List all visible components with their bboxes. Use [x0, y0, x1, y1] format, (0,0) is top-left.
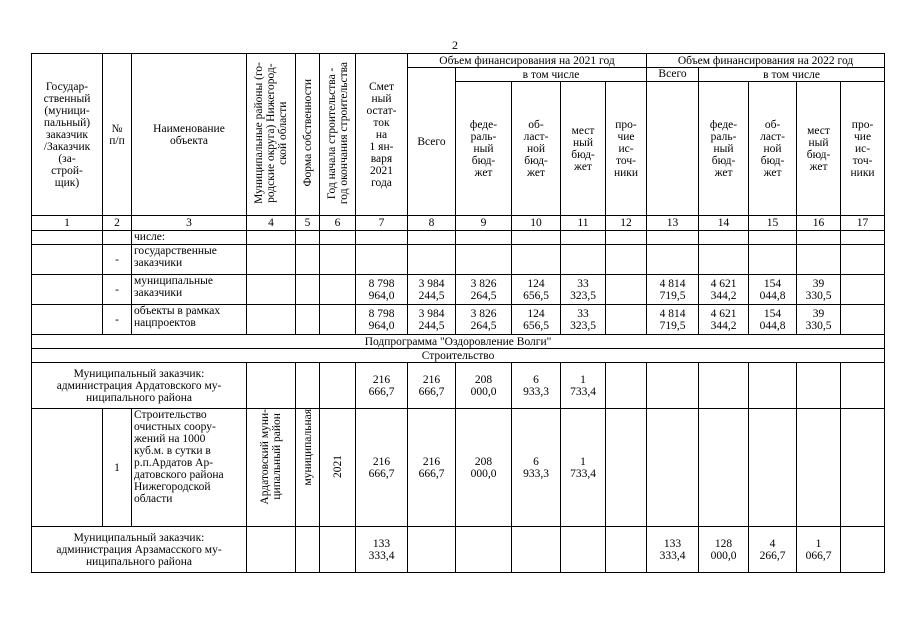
table-row-arzamas-customer — [32, 527, 885, 573]
header-regional-2021: об- ласт- ной бюд- жет — [512, 82, 561, 216]
row-municipal-c11: 33 323,5 — [561, 275, 606, 305]
header-name: Наименование объекта — [132, 54, 247, 216]
row-natproj-name: объекты в рамках нацпроектов — [132, 305, 247, 335]
arzamas-customer-c16: 1 066,7 — [797, 527, 841, 573]
ardatov-object-c10: 6 933,3 — [512, 409, 561, 527]
header-estimate: Смет ный остат- ток на 1 ян- варя 2021 года — [356, 54, 408, 216]
col-num-13: 13 — [647, 216, 699, 231]
ardatov-object-c7: 216 666,7 — [356, 409, 408, 527]
header-ownership-text: Форма собственности — [301, 79, 314, 187]
col-num-6: 6 — [320, 216, 356, 231]
header-local-2021: мест ный бюд- жет — [561, 82, 606, 216]
ardatov-object-years — [320, 409, 356, 527]
header-incl-2022: в том числе — [699, 68, 885, 82]
row-natproj-c13: 4 814 719,5 — [647, 305, 699, 335]
ardatov-customer-label: Муниципальный заказчик: администрация Ардатовского му- ниципального района — [32, 363, 247, 409]
row-natproj-c14: 4 621 344,2 — [699, 305, 749, 335]
row-municipal-num: - — [103, 275, 132, 305]
row-municipal-c10: 124 656,5 — [512, 275, 561, 305]
header-row-1 — [32, 54, 885, 68]
ardatov-customer-c9: 208 000,0 — [456, 363, 512, 409]
arzamas-customer-c7: 133 333,4 — [356, 527, 408, 573]
col-num-2: 2 — [103, 216, 132, 231]
row-state-num: - — [103, 245, 132, 275]
header-fin-2022: Объем финансирования на 2022 год — [647, 54, 885, 68]
ardatov-object-district — [247, 409, 296, 527]
table-row-construction — [32, 349, 885, 363]
ardatov-customer-c8: 216 666,7 — [408, 363, 456, 409]
row-natproj-c16: 39 330,5 — [797, 305, 841, 335]
ardatov-customer-c11: 1 733,4 — [561, 363, 606, 409]
page-number: 2 — [452, 38, 458, 52]
ardatov-object-district-text: Ардатовский муни- ципальный район — [259, 409, 283, 505]
ardatov-object-c11: 1 733,4 — [561, 409, 606, 527]
table-row-national-projects — [32, 305, 885, 335]
header-regional-2022: об- ласт- ной бюд- жет — [749, 82, 797, 216]
header-incl-2021: в том числе — [456, 68, 647, 82]
table-row-including — [32, 231, 885, 245]
construction-title: Строительство — [32, 349, 885, 363]
header-other-2021: про- чие ис- точ- ники — [606, 82, 647, 216]
table-row-ardatov-customer — [32, 363, 885, 409]
row-municipal-c8: 3 984 244,5 — [408, 275, 456, 305]
ardatov-object-c9: 208 000,0 — [456, 409, 512, 527]
header-federal-2022: феде- раль- ный бюд- жет — [699, 82, 749, 216]
col-num-3: 3 — [132, 216, 247, 231]
header-district — [247, 54, 296, 216]
row-natproj-c9: 3 826 264,5 — [456, 305, 512, 335]
col-num-15: 15 — [749, 216, 797, 231]
col-num-7: 7 — [356, 216, 408, 231]
col-num-17: 17 — [841, 216, 885, 231]
header-num: № п/п — [103, 54, 132, 216]
header-total-2022: Всего — [647, 68, 699, 82]
ardatov-object-num: 1 — [103, 409, 132, 527]
header-years-text: Год начала строительства - год окончания строительства — [325, 61, 350, 205]
header-fin-2021: Объем финансирования на 2021 год — [408, 54, 647, 68]
ardatov-object-years-text: 2021 — [331, 454, 344, 478]
header-federal-2021: феде- раль- ный бюд- жет — [456, 82, 512, 216]
header-ownership — [296, 54, 320, 216]
arzamas-customer-c15: 4 266,7 — [749, 527, 797, 573]
header-blank-2022 — [647, 82, 699, 216]
ardatov-object-ownership — [296, 409, 320, 527]
table-row-ardatov-object — [32, 409, 885, 527]
row-natproj-c11: 33 323,5 — [561, 305, 606, 335]
ardatov-object-ownership-text: муниципальная — [301, 409, 314, 486]
subprogram-title: Подпрограмма "Оздоровление Волги" — [32, 335, 885, 349]
row-natproj-num: - — [103, 305, 132, 335]
row-municipal-c15: 154 044,8 — [749, 275, 797, 305]
row-state-name: государственные заказчики — [132, 245, 247, 275]
row-municipal-c7: 8 798 964,0 — [356, 275, 408, 305]
col-num-16: 16 — [797, 216, 841, 231]
col-num-11: 11 — [561, 216, 606, 231]
table-row-subprogram — [32, 335, 885, 349]
header-total-2021: Всего — [408, 68, 456, 216]
header-district-text: Муниципальные районы (го- родские округа) Нижегород- ской области — [253, 62, 289, 204]
table-row-municipal-customers — [32, 275, 885, 305]
row-municipal-c14: 4 621 344,2 — [699, 275, 749, 305]
arzamas-customer-label: Муниципальный заказчик: администрация Арзамасского му- ниципального района — [32, 527, 247, 573]
col-num-10: 10 — [512, 216, 561, 231]
header-years — [320, 54, 356, 216]
row-natproj-c10: 124 656,5 — [512, 305, 561, 335]
column-numbers-row — [32, 216, 885, 231]
col-num-9: 9 — [456, 216, 512, 231]
col-num-1: 1 — [32, 216, 103, 231]
row-natproj-c15: 154 044,8 — [749, 305, 797, 335]
row-municipal-c13: 4 814 719,5 — [647, 275, 699, 305]
arzamas-customer-c14: 128 000,0 — [699, 527, 749, 573]
header-customer: Государ- ственный (муници- пальный) заказчик /Заказчик (за- строй- щик) — [32, 54, 103, 216]
ardatov-object-name: Строительство очистных соору- жений на 1000 куб.м. в сутки в р.п.Ардатов Ар- датовского района Нижегородской области — [132, 409, 247, 527]
col-num-12: 12 — [606, 216, 647, 231]
row-municipal-c16: 39 330,5 — [797, 275, 841, 305]
financing-table — [31, 53, 885, 573]
row-municipal-name: муниципальные заказчики — [132, 275, 247, 305]
ardatov-customer-c7: 216 666,7 — [356, 363, 408, 409]
arzamas-customer-c13: 133 333,4 — [647, 527, 699, 573]
col-num-8: 8 — [408, 216, 456, 231]
col-num-14: 14 — [699, 216, 749, 231]
ardatov-object-c8: 216 666,7 — [408, 409, 456, 527]
col-num-5: 5 — [296, 216, 320, 231]
col-num-4: 4 — [247, 216, 296, 231]
header-other-2022: про- чие ис- точ- ники — [841, 82, 885, 216]
row-municipal-c9: 3 826 264,5 — [456, 275, 512, 305]
ardatov-customer-c10: 6 933,3 — [512, 363, 561, 409]
row-natproj-c8: 3 984 244,5 — [408, 305, 456, 335]
row-including-name: числе: — [132, 231, 247, 245]
table-row-state-customers — [32, 245, 885, 275]
header-local-2022: мест ный бюд- жет — [797, 82, 841, 216]
row-natproj-c7: 8 798 964,0 — [356, 305, 408, 335]
